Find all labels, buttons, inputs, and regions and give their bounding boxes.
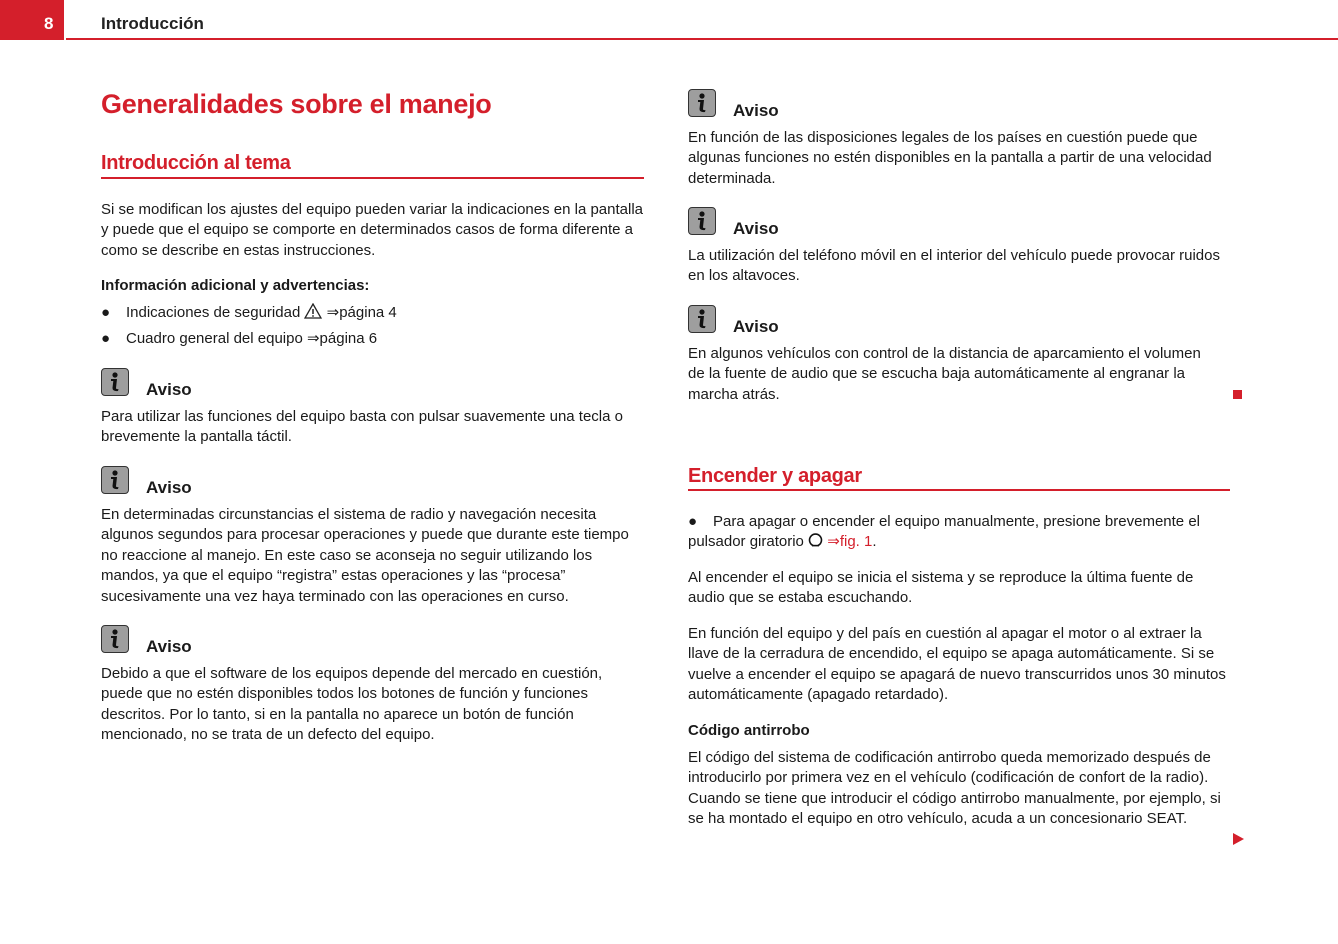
warning-triangle-icon — [304, 304, 326, 321]
note-label: Aviso — [146, 478, 192, 497]
bullet-icon: ● — [101, 304, 111, 321]
note-text: En función de las disposiciones legales de los países en cuestión puede que algunas funciones no estén disponibles en la pantalla a partir de una velocidad determinada. — [688, 129, 1212, 187]
antitheft-paragraph: El código del sistema de codificación antirrobo queda memorizado después de introducirlo por primera vez en el vehículo (codificación de confort de la radio). Cuando se tiene que introducir el código antirrobo manualmente, por ejemplo, si se ha montado el equipo en otro vehículo, acuda a un concesionario SEAT. — [688, 749, 1221, 828]
note-header — [101, 625, 301, 657]
bullet-icon: ● — [101, 330, 111, 347]
page-reference-link[interactable]: ⇒página 4 — [326, 304, 397, 321]
section-heading: Encender y apagar — [688, 465, 862, 487]
section-heading-rule — [101, 177, 644, 179]
note-label: Aviso — [146, 380, 192, 399]
page-reference-link[interactable]: ⇒página 6 — [306, 330, 378, 347]
paragraph: En función del equipo y del país en cuestión al apagar el motor o al extraer la llave de la cerradura de encendido, el equipo se apaga automáticamente. Si se vuelve a encender el equipo se apagará de nuevo transcurridos unos 30 minutos automáticamente (apagado retardado). — [688, 625, 1226, 704]
note-header — [101, 368, 301, 400]
info-icon — [688, 207, 716, 235]
header-rule — [66, 38, 1338, 40]
note-header — [688, 89, 888, 121]
info-icon — [101, 625, 129, 653]
note-text: La utilización del teléfono móvil en el interior del vehículo puede provocar ruidos en los altavoces. — [688, 247, 1220, 285]
paragraph: Al encender el equipo se inicia el sistema y se reproduce la última fuente de audio que se estaba escuchando. — [688, 569, 1194, 607]
intro-paragraph: Si se modifican los ajustes del equipo pueden variar la indicaciones en la pantalla y puede que el equipo se comporte en determinados casos de forma diferente a como se describe en estas instrucciones. — [101, 201, 644, 259]
page-number: 8 — [44, 14, 54, 33]
continue-next-page-arrow-icon — [1233, 833, 1244, 845]
bullet-text: Cuadro general del equipo — [126, 330, 303, 347]
section-heading: Introducción al tema — [101, 152, 291, 174]
bullet-text: Para apagar o encender el equipo manualmente, presione brevemente el pulsador giratorio — [688, 513, 1200, 551]
instruction-bullet — [688, 512, 1230, 554]
note-text: Debido a que el software de los equipos depende del mercado en cuestión, puede que no estén disponibles todos los botones de función y funciones descritos. Por lo tanto, si en la pantalla no aparece un botón de función mencionado, no se trata de un defecto del equipo. — [101, 665, 603, 744]
page-title: Generalidades sobre el manejo — [101, 89, 492, 119]
info-icon — [688, 305, 716, 333]
subheading-additional-info: Información adicional y advertencias: — [101, 277, 370, 294]
note-text: En algunos vehículos con control de la distancia de aparcamiento el volumen de la fuente de audio que se escucha baja automáticamente al engranar la marcha atrás. — [688, 345, 1201, 403]
rotary-knob-icon — [808, 532, 823, 553]
note-header — [101, 466, 301, 498]
punctuation: . — [872, 533, 877, 551]
note-label: Aviso — [733, 317, 779, 336]
note-text: En determinadas circunstancias el sistema de radio y navegación necesita algunos segundos para procesar operaciones y puede que durante este tiempo no reaccione al manejo. En este caso se aconseja no seguir utilizando los mandos, ya que el equipo “registra” estas operaciones y las “procesa” sucesivamente una vez haya terminado con las operaciones en curso. — [101, 506, 629, 605]
subheading-antitheft-code: Código antirrobo — [688, 722, 810, 739]
note-label: Aviso — [146, 637, 192, 656]
note-label: Aviso — [733, 101, 779, 120]
page-number-block — [0, 0, 64, 40]
note-text: Para utilizar las funciones del equipo basta con pulsar suavemente una tecla o brevemente la pantalla táctil. — [101, 408, 623, 446]
info-icon — [101, 466, 129, 494]
bullet-item — [101, 303, 397, 323]
running-header-title: Introducción — [101, 14, 204, 33]
figure-reference-link[interactable]: ⇒fig. 1 — [827, 533, 873, 551]
end-of-section-marker-icon — [1233, 390, 1242, 399]
bullet-icon: ● — [688, 513, 698, 530]
note-header — [688, 305, 888, 337]
info-icon — [101, 368, 129, 396]
bullet-item — [101, 329, 377, 349]
section-heading-rule — [688, 489, 1230, 491]
note-label: Aviso — [733, 219, 779, 238]
bullet-text: Indicaciones de seguridad — [126, 304, 301, 321]
note-header — [688, 207, 888, 239]
info-icon — [688, 89, 716, 117]
